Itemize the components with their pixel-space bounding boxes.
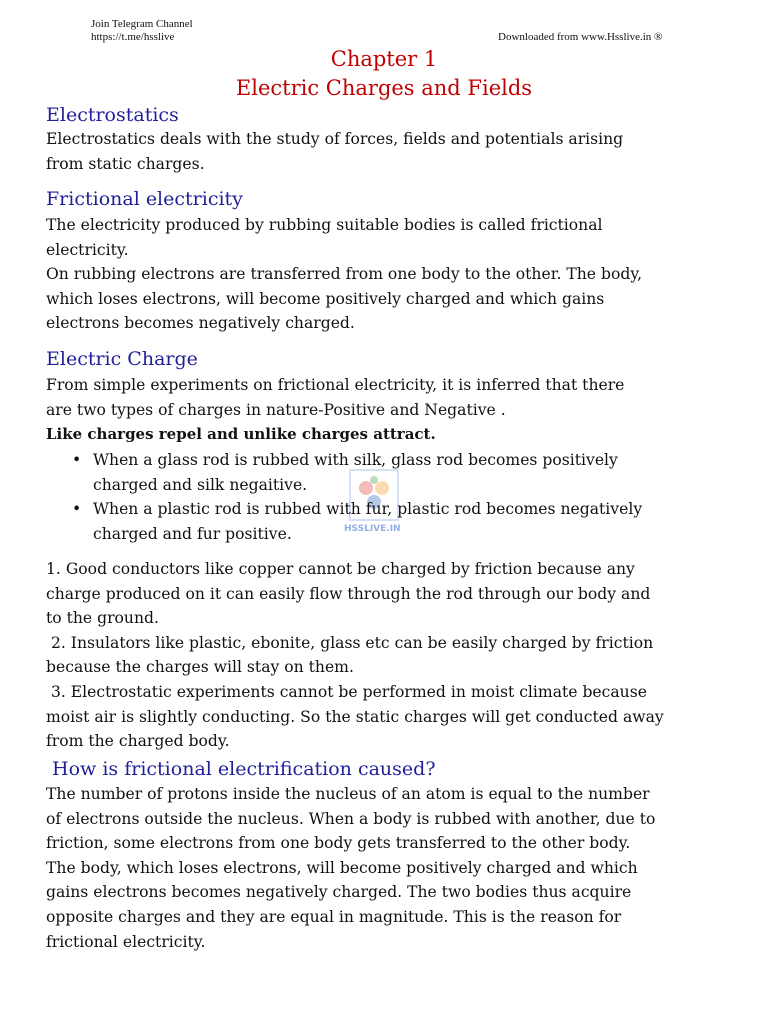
text-line: to the ground. xyxy=(46,609,159,628)
text-line: From simple experiments on frictional electricity, it is inferred that there xyxy=(46,376,625,394)
text-line: are two types of charges in nature-Positive and Negative . xyxy=(46,400,506,419)
text-line: Electrostatics deals with the study of forces, fields and potentials arising xyxy=(46,130,624,148)
paragraph-frictional-electricity xyxy=(46,213,726,336)
text-line: opposite charges and they are equal in magnitude. This is the reason for xyxy=(46,907,622,926)
list-item xyxy=(46,448,726,497)
text-line: from the charged body. xyxy=(46,732,230,751)
text-line: The electricity produced by rubbing suitable bodies is called frictional xyxy=(46,216,603,234)
text-line: The number of protons inside the nucleus of an atom is equal to the number xyxy=(46,785,650,803)
header-telegram-link[interactable]: https://t.me/hsslive xyxy=(91,31,175,43)
paragraph-electrification-cause xyxy=(46,782,726,954)
text-line: electricity. xyxy=(46,240,129,259)
heading-electric-charge: Electric Charge xyxy=(46,348,198,370)
text-line: charged and fur positive. xyxy=(93,524,292,543)
bullet-icon: • xyxy=(72,451,82,469)
text-line: which loses electrons, will become positively charged and which gains xyxy=(46,289,605,308)
text-line: When a glass rod is rubbed with silk, glass rod becomes positively xyxy=(93,451,618,469)
text-line: because the charges will stay on them. xyxy=(46,658,354,677)
chapter-number: Chapter 1 xyxy=(330,47,438,71)
charge-examples-list xyxy=(46,448,726,546)
bullet-icon: • xyxy=(72,500,82,519)
text-line: charged and silk negaitive. xyxy=(93,475,308,494)
heading-electrostatics: Electrostatics xyxy=(46,104,179,126)
header-telegram-label: Join Telegram Channel xyxy=(91,18,193,30)
list-item xyxy=(46,497,726,546)
text-line: electrons becomes negatively charged. xyxy=(46,314,355,333)
text-line: friction, some electrons from one body gets transferred to the other body. xyxy=(46,834,631,853)
heading-frictional-electricity: Frictional electricity xyxy=(46,188,243,210)
text-line: The body, which loses electrons, will become positively charged and which xyxy=(46,858,638,877)
watermark-text: HSSLIVE.IN xyxy=(344,524,401,534)
text-line: from static charges. xyxy=(46,154,205,173)
text-line: On rubbing electrons are transferred from one body to the other. The body, xyxy=(46,265,643,284)
text-line: 1. Good conductors like copper cannot be charged by friction because any xyxy=(46,560,635,578)
text-line: of electrons outside the nucleus. When a body is rubbed with another, due to xyxy=(46,809,656,828)
header-telegram xyxy=(91,18,193,44)
text-line: gains electrons becomes negatively charged. The two bodies thus acquire xyxy=(46,883,632,902)
chapter-title: Electric Charges and Fields xyxy=(235,76,533,100)
text-line: 3. Electrostatic experiments cannot be performed in moist climate because xyxy=(46,682,647,701)
paragraph-electrostatics xyxy=(46,127,726,176)
text-line: 2. Insulators like plastic, ebonite, glass etc can be easily charged by friction xyxy=(46,633,654,652)
paragraph-electric-charge xyxy=(46,373,726,447)
paragraph-numbered-points xyxy=(46,557,726,754)
text-line: charge produced on it can easily flow through the rod through our body and xyxy=(46,584,651,603)
header-download-source: Downloaded from www.Hsslive.in ® xyxy=(498,31,663,43)
text-line: moist air is slightly conducting. So the static charges will get conducted away xyxy=(46,707,664,726)
text-line: frictional electricity. xyxy=(46,932,206,951)
heading-electrification-cause: How is frictional electrification caused? xyxy=(46,758,436,780)
charge-rule: Like charges repel and unlike charges attract. xyxy=(46,425,436,444)
text-line: When a plastic rod is rubbed with fur, plastic rod becomes negatively xyxy=(93,500,643,519)
